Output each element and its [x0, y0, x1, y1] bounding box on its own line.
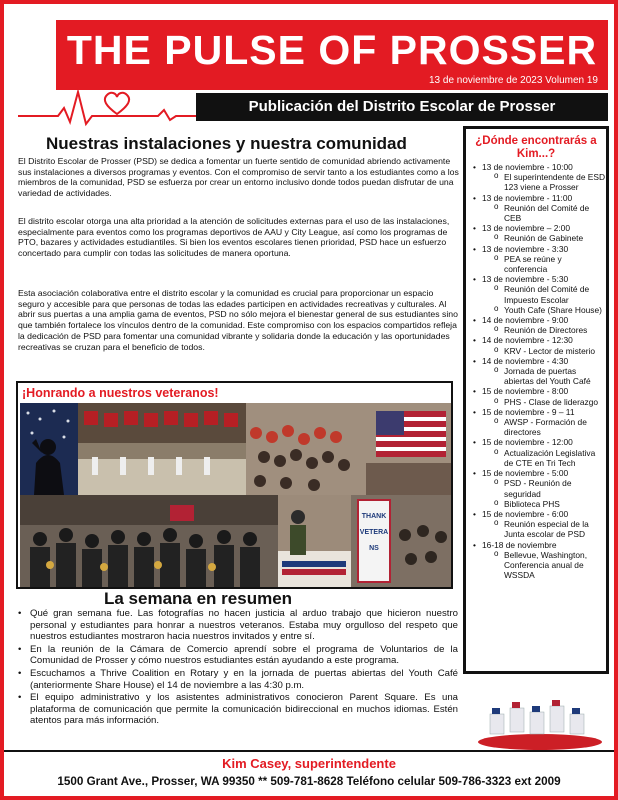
schedule-event	[472, 315, 606, 335]
photo-assembly-crowd	[246, 403, 451, 495]
list-item: • Qué gran semana fue. Las fotografías no hacen justicia al arduo trabajo que hicieron nuestro personal y estudiantes para honrar a nuestros veteranos. Estaba muy orgulloso del respeto que nuestros estudiantes mostraron hacia nuestros invitados y entre sí.	[18, 608, 458, 643]
event-detail: o PEA se reúne y conferencia	[494, 254, 606, 274]
list-item: • El equipo administrativo y los asistentes administrativos conocieron Parent Square. Es una plataforma de comunicación que permite la comunicación bidireccional en muchos idiomas. Estén atentos para más información.	[18, 692, 458, 727]
superintendent-name: Kim Casey, superintendente	[222, 756, 396, 771]
event-detail: o Reunión de Directores	[494, 325, 606, 335]
schedule-event	[472, 274, 606, 315]
event-detail: o Youth Cafe (Share House)	[494, 305, 606, 315]
schedule-event	[472, 468, 606, 509]
event-detail: o PHS - Clase de liderazgo	[494, 397, 606, 407]
newsletter-title: THE PULSE OF PROSSER	[66, 27, 598, 73]
event-detail: o PSD - Reunión de seguridad	[494, 478, 606, 498]
paragraph-1: El Distrito Escolar de Prosser (PSD) se dedica a fomentar un fuerte sentido de comunidad abriendo activamente sus instalaciones a diversos programas y eventos. Con el compromiso de servir tanto a los estudiantes como a los miembros de la comunidad, PSD se esfuerza por crear un entorno inclusivo donde todos puedan disfrutar de una variedad de actividades.	[18, 156, 459, 199]
section-title-week: La semana en resumen	[104, 589, 293, 608]
schedule-event	[472, 244, 606, 275]
photo-gym-display	[78, 403, 246, 495]
schedule-event	[472, 509, 606, 540]
event-time: 15 de noviembre - 8:00	[482, 386, 569, 397]
list-item: • Escuchamos a Thrive Coalition en Rotary y en la jornada de puertas abiertas del Youth Café (anteriormente Share House) el 14 de noviembre a las 4:30 p.m.	[18, 668, 458, 691]
veterans-heading: ¡Honrando a nuestros veteranos!	[22, 386, 219, 400]
list-item: • En la reunión de la Cámara de Comercio aprendí sobre el programa de Voluntarios de la Comunidad de Prosser y cómo nuestros estudiantes están ayudando a este programa.	[18, 644, 458, 667]
schedule-list	[466, 162, 606, 580]
schedule-sidebar	[463, 126, 609, 674]
photo-saluting-soldier	[20, 403, 78, 495]
photo-veterans-reception	[278, 495, 351, 587]
event-time: 16-18 de noviembre	[482, 539, 557, 550]
masthead	[56, 20, 608, 90]
event-time: 13 de noviembre - 3:30	[482, 243, 569, 254]
event-detail: o Reunión de Gabinete	[494, 233, 606, 243]
schedule-event	[472, 386, 606, 406]
event-time: 15 de noviembre - 5:00	[482, 468, 569, 479]
event-detail: o Jornada de puertas abiertas del Youth Café	[494, 366, 606, 386]
event-time: 14 de noviembre - 4:30	[482, 355, 569, 366]
schedule-event	[472, 162, 606, 193]
heartbeat-heart-icon	[18, 88, 214, 128]
event-detail: o KRV - Lector de misterio	[494, 346, 606, 356]
event-detail: o AWSP - Formación de directores	[494, 417, 606, 437]
photo-gift-bags	[470, 698, 610, 750]
sidebar-title: ¿Dónde encontrarás a Kim...?	[475, 135, 597, 160]
event-detail: o Reunión del Comité de CEB	[494, 203, 606, 223]
thank-veterans-sign	[357, 499, 391, 583]
event-time: 14 de noviembre - 9:00	[482, 315, 569, 326]
veterans-photo-collage	[16, 381, 453, 589]
event-time: 13 de noviembre – 2:00	[482, 223, 570, 234]
event-detail: o Biblioteca PHS	[494, 499, 606, 509]
schedule-event	[472, 356, 606, 387]
crowd-icon	[395, 495, 451, 587]
schedule-event	[472, 223, 606, 243]
event-time: 14 de noviembre - 12:30	[482, 335, 573, 346]
issue-date: 13 de noviembre de 2023 Volumen 19	[428, 75, 598, 86]
event-detail: o Reunión especial de la Junta escolar de PSD	[494, 519, 606, 539]
event-detail: o Actualización Legislativa de CTE en Tri Tech	[494, 448, 606, 468]
event-time: 13 de noviembre - 10:00	[482, 162, 573, 172]
section-title-facilities: Nuestras instalaciones y nuestra comunidad	[46, 134, 407, 153]
schedule-event	[472, 335, 606, 355]
sign-text: THANK VETERANS	[359, 513, 389, 552]
week-summary-list	[18, 608, 458, 728]
event-time: 15 de noviembre - 12:00	[482, 437, 573, 448]
photo-school-band	[20, 495, 278, 587]
contact-address: 1500 Grant Ave., Prosser, WA 99350 ** 509-781-8628 Teléfono celular 509-786-3323 ext 2009	[57, 775, 561, 788]
photo-thank-veterans-sign	[351, 495, 451, 587]
event-detail: o Bellevue, Washington, Conferencia anual de WSSDA	[494, 550, 606, 581]
event-time: 15 de noviembre - 6:00	[482, 508, 569, 519]
event-detail: o Reunión del Comité de Impuesto Escolar	[494, 284, 606, 304]
event-detail: o El superintendente de ESD 123 viene a Prosser	[494, 172, 606, 192]
schedule-event	[472, 437, 606, 468]
paragraph-3: Esta asociación colaborativa entre el distrito escolar y la comunidad es crucial para proporcionar un espacio seguro y accesible para que personas de todas las edades participen en actividades recreativas y culturales. Al abrir sus puertas a una amplia gama de eventos, PSD no sólo mejora el bienestar general de sus estudiantes sino que también fortalece los vínculos dentro de la comunidad. Este compromiso con los espacios compartidos refleja la dedicación de PSD para fomentar una comunidad vibrante y solidaria donde la educación y las oportunidades recreativas se cruzan para el beneficio de todos.	[18, 288, 458, 352]
paragraph-2: El distrito escolar otorga una alta prioridad a la atención de solicitudes externas para el uso de las instalaciones, especialmente para eventos como los programas deportivos de AAU y City League, así como los programas de PTO, bazares y actividades estudiantiles. Si bien los eventos escolares tienen prioridad, PSD hace un esfuerzo concertado para cumplir con todas las solicitudes de manera oportuna.	[18, 216, 450, 259]
schedule-event	[472, 407, 606, 438]
footer	[4, 750, 614, 796]
publication-banner: Publicación del Distrito Escolar de Prosser	[196, 93, 608, 121]
event-time: 13 de noviembre - 5:30	[482, 274, 569, 285]
event-time: 13 de noviembre - 11:00	[482, 192, 573, 203]
event-time: 15 de noviembre - 9 – 11	[482, 406, 575, 417]
schedule-event	[472, 540, 606, 581]
schedule-event	[472, 193, 606, 224]
